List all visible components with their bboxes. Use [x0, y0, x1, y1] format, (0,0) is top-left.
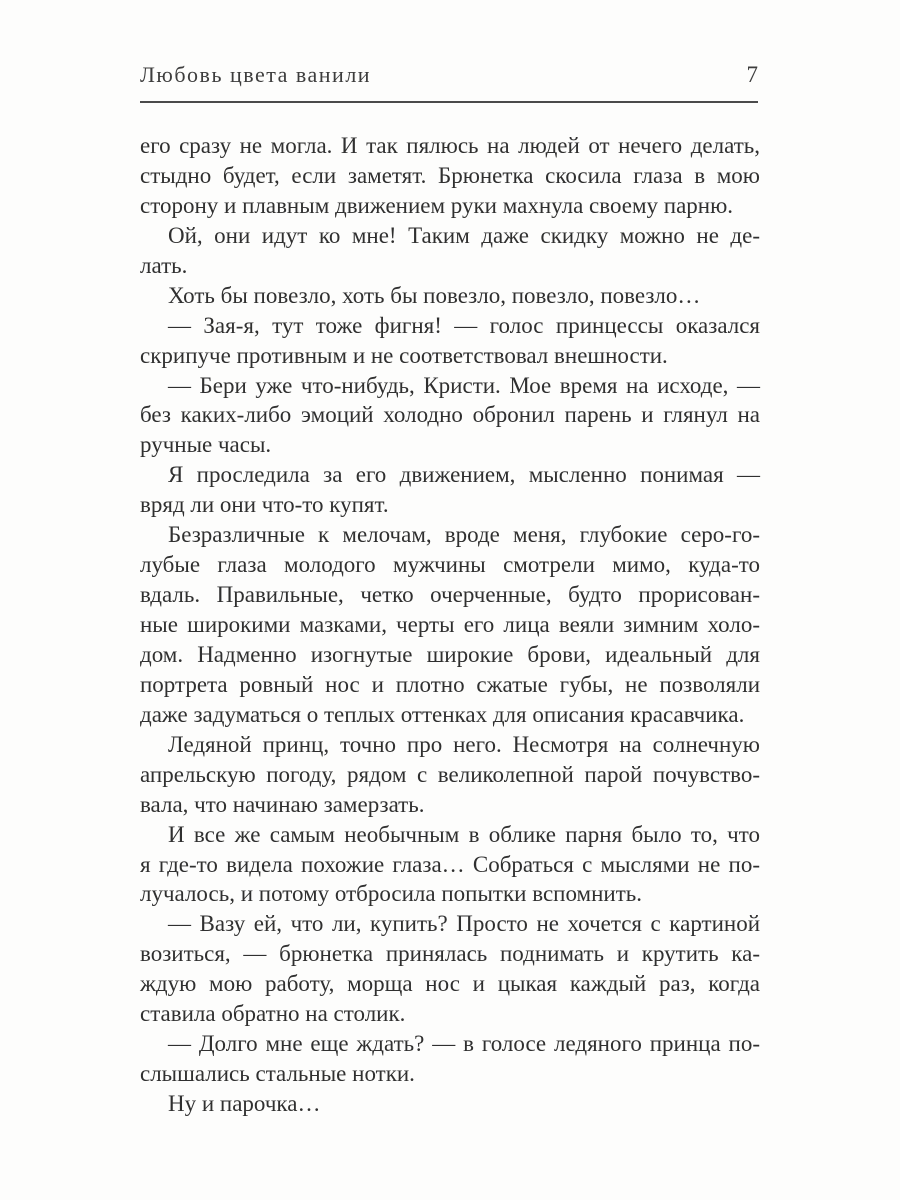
text-line: слышались стальные нотки. — [140, 1061, 415, 1087]
header-rule — [140, 101, 758, 103]
text-line: возиться, — брюнетка принялась поднимать и крутить ка- — [140, 941, 760, 967]
text-line: портрета ровный нос и плотно сжатые губы, не позволяли — [140, 671, 760, 697]
text-line: — Вазу ей, что ли, купить? Просто не хочется с картиной — [168, 911, 760, 937]
text-line: даже задуматься о теплых оттенках для описания красавчика. — [140, 701, 745, 727]
body-text — [140, 131, 760, 1119]
text-line: Ой, они идут ко мне! Таким даже скидку можно не де- — [168, 222, 760, 248]
text-line: лубые глаза молодого мужчины смотрели мимо, куда-то — [140, 552, 760, 578]
text-line: я где-то видела похожие глаза… Собраться с мыслями не по- — [140, 851, 760, 877]
text-line: дом. Надменно изогнутые широкие брови, идеальный для — [140, 641, 760, 667]
text-line: лать. — [140, 252, 188, 278]
running-title: Любовь цвета ванили — [140, 62, 372, 87]
page-header — [140, 62, 758, 88]
text-line: — Зая-я, тут тоже фигня! — голос принцессы оказался — [168, 312, 760, 338]
text-line: Хоть бы повезло, хоть бы повезло, повезло, повезло… — [168, 282, 701, 308]
text-line: Безразличные к мелочам, вроде меня, глубокие серо-го- — [168, 522, 760, 548]
text-line: апрельскую погоду, рядом с великолепной парой почувство- — [140, 761, 760, 787]
text-line: вряд ли они что-то купят. — [140, 492, 389, 518]
text-line: Ну и парочка… — [168, 1091, 321, 1116]
text-line: — Бери уже что-нибудь, Кристи. Мое время на исходе, — — [168, 372, 760, 398]
text-line: скрипуче противным и не соответствовал внешности. — [140, 342, 668, 368]
text-line: лучалось, и потому отбросила попытки вспомнить. — [140, 881, 642, 907]
text-line: — Долго мне еще ждать? — в голосе ледяного принца по- — [168, 1031, 760, 1057]
page-number: 7 — [746, 62, 758, 87]
text-line: его сразу не могла. И так пялюсь на людей от нечего делать, — [140, 133, 760, 158]
text-line: ставила обратно на столик. — [140, 1001, 406, 1027]
text-line: Я проследила за его движением, мысленно понимая — — [168, 462, 760, 488]
text-line: ждую мою работу, морща нос и цыкая каждый раз, когда — [140, 971, 760, 997]
text-line: стыдно будет, если заметят. Брюнетка скосила глаза в мою — [140, 162, 760, 188]
text-line: вала, что начинаю замерзать. — [140, 791, 425, 817]
text-line: ручные часы. — [140, 432, 272, 458]
text-line: И все же самым необычным в облике парня было то, что — [168, 821, 760, 847]
text-line: вдаль. Правильные, четко очерченные, будто прорисован- — [140, 582, 760, 608]
text-line: без каких-либо эмоций холодно обронил парень и глянул на — [140, 402, 760, 428]
text-line: Ледяной принц, точно про него. Несмотря на солнечную — [168, 731, 760, 757]
text-line: ные широкими мазками, черты его лица веяли зимним холо- — [140, 612, 760, 637]
text-line: сторону и плавным движением руки махнула своему парню. — [140, 192, 734, 218]
